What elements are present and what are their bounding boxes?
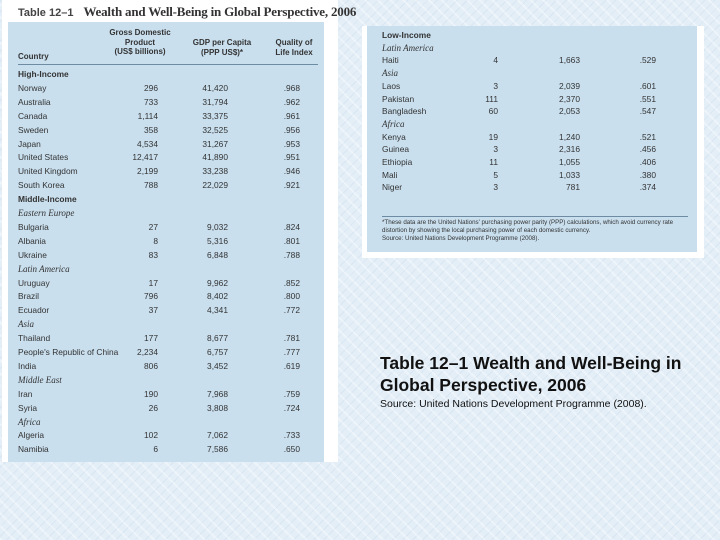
quality-of-life-cell: .759 [283, 388, 300, 399]
quality-of-life-cell: .521 [639, 131, 656, 142]
quality-of-life-cell: .961 [283, 110, 300, 121]
gdp-cell: 11 [489, 157, 498, 167]
country-cell: Africa [18, 416, 41, 427]
quality-of-life-cell: .801 [283, 235, 300, 246]
country-cell: Eastern Europe [18, 208, 75, 218]
gdp-per-capita-cell: 33,375 [202, 110, 228, 121]
region-heading [18, 207, 318, 220]
quality-of-life-cell: .551 [639, 93, 656, 104]
table-image-left [2, 0, 357, 462]
country-cell: India [18, 360, 37, 371]
quality-of-life-cell: .788 [283, 249, 300, 260]
quality-of-life-cell: .724 [283, 402, 300, 413]
gdp-per-capita-cell: 3,808 [207, 402, 228, 413]
table-row [18, 402, 318, 415]
gdp-per-capita-cell: 6,757 [207, 347, 228, 357]
gdp-cell: 358 [144, 124, 158, 135]
country-cell: Australia [18, 96, 51, 107]
gdp-cell: 37 [148, 305, 158, 316]
country-cell: Canada [18, 110, 48, 121]
gdp-per-capita-cell: 6,848 [207, 249, 228, 260]
country-cell: Iran [18, 388, 33, 399]
section-heading [18, 193, 318, 206]
country-cell: South Korea [18, 180, 65, 191]
quality-of-life-cell: .956 [283, 124, 300, 135]
country-cell: Middle East [18, 374, 62, 385]
table-row [18, 110, 318, 123]
country-cell: Low-Income [382, 30, 431, 40]
country-cell: High-Income [18, 69, 69, 79]
region-heading [18, 374, 318, 387]
table-row [18, 165, 318, 178]
country-cell: Guinea [382, 144, 410, 155]
gdp-cell: 102 [144, 430, 158, 441]
country-cell: Latin America [18, 263, 70, 274]
gdp-cell: 3 [493, 182, 498, 193]
table-row [382, 80, 692, 93]
country-cell: Kenya [382, 131, 406, 142]
table-row [382, 131, 692, 144]
table-row [18, 124, 318, 137]
gdp-cell: 177 [144, 333, 158, 344]
footnote-rule [382, 216, 688, 217]
gdp-cell: 1,114 [137, 110, 158, 121]
quality-of-life-cell: .650 [283, 444, 300, 455]
country-cell: Asia [382, 68, 399, 79]
gdp-per-capita-cell: 2,053 [559, 106, 580, 117]
region-heading [382, 118, 692, 131]
header-country: Country [18, 52, 49, 61]
quality-of-life-cell: .374 [639, 182, 656, 193]
quality-of-life-cell: .953 [283, 138, 300, 149]
caption-title: Table 12–1 Wealth and Well-Being in Global Perspective, 2006 [380, 353, 682, 395]
quality-of-life-cell: .601 [639, 80, 656, 91]
gdp-per-capita-cell: 3,452 [207, 360, 228, 371]
table-row [18, 290, 318, 303]
region-heading [18, 318, 318, 331]
country-cell: Norway [18, 82, 47, 93]
country-cell: Namibia [18, 444, 49, 455]
gdp-per-capita-cell: 2,316 [559, 144, 580, 155]
quality-of-life-cell: .529 [639, 55, 656, 66]
gdp-per-capita-cell: 9,032 [207, 221, 228, 232]
country-cell: United States [18, 152, 69, 163]
country-cell: Africa [382, 118, 405, 129]
gdp-per-capita-cell: 31,794 [202, 96, 228, 107]
quality-of-life-cell: .800 [283, 291, 300, 302]
country-cell: Japan [18, 138, 41, 149]
country-cell: Laos [382, 80, 401, 91]
country-cell: Mali [382, 169, 398, 180]
country-cell: Albania [18, 235, 46, 246]
table-row [382, 54, 692, 67]
quality-of-life-cell: .777 [283, 347, 300, 357]
gdp-cell: 190 [144, 388, 158, 399]
country-cell: Thailand [18, 333, 51, 344]
table-row [382, 156, 692, 169]
table-row [18, 360, 318, 373]
table-row [18, 138, 318, 151]
gdp-cell: 5 [493, 169, 498, 180]
gdp-per-capita-cell: 7,062 [207, 430, 228, 441]
gdp-cell: 788 [144, 180, 158, 191]
gdp-cell: 4 [493, 55, 498, 66]
gdp-per-capita-cell: 1,663 [559, 55, 580, 66]
country-cell: Bulgaria [18, 221, 49, 232]
header-gdp-per-capita: GDP per Capita (PPP US$)* [192, 38, 252, 57]
gdp-per-capita-cell: 2,039 [559, 80, 580, 91]
table-row [18, 151, 318, 164]
table-row [18, 388, 318, 401]
section-heading [382, 29, 692, 42]
gdp-cell: 2,234 [137, 347, 158, 357]
quality-of-life-cell: .406 [639, 157, 656, 167]
gdp-cell: 6 [153, 444, 158, 455]
country-cell: Syria [18, 402, 38, 413]
quality-of-life-cell: .772 [283, 305, 300, 316]
slide-caption [380, 352, 710, 410]
country-cell: Ethiopia [382, 157, 413, 167]
table-row [382, 93, 692, 106]
table-row [18, 221, 318, 234]
country-cell: Haiti [382, 55, 399, 66]
section-heading [18, 68, 318, 81]
table-row [18, 96, 318, 109]
gdp-per-capita-cell: 8,402 [207, 291, 228, 302]
table-row [18, 304, 318, 317]
country-cell: Middle-Income [18, 194, 77, 205]
gdp-per-capita-cell: 41,890 [202, 152, 228, 163]
gdp-cell: 17 [148, 277, 158, 288]
region-heading [382, 42, 692, 55]
country-cell: Ecuador [18, 305, 50, 316]
header-gdp: Gross Domestic Product (US$ billions) [109, 28, 171, 56]
gdp-cell: 4,534 [137, 138, 158, 149]
quality-of-life-cell: .456 [639, 144, 656, 155]
gdp-cell: 60 [488, 106, 498, 117]
gdp-per-capita-cell: 1,240 [559, 131, 580, 142]
caption-source: Source: United Nations Development Programme (2008). [380, 398, 647, 410]
gdp-cell: 8 [153, 235, 158, 246]
region-heading [18, 263, 318, 276]
country-cell: Algeria [18, 430, 45, 441]
gdp-cell: 796 [144, 291, 158, 302]
region-heading [382, 67, 692, 80]
table-number: Table 12–1 [18, 7, 74, 19]
quality-of-life-cell: .619 [283, 360, 300, 371]
country-cell: Uruguay [18, 277, 50, 288]
quality-of-life-cell: .733 [283, 430, 300, 441]
gdp-cell: 26 [148, 402, 158, 413]
table-row [18, 82, 318, 95]
gdp-cell: 111 [485, 93, 498, 104]
table-row [382, 105, 692, 118]
quality-of-life-cell: .547 [639, 106, 656, 117]
country-cell: Niger [382, 182, 403, 193]
gdp-cell: 2,199 [137, 166, 158, 177]
table-row [18, 277, 318, 290]
gdp-per-capita-cell: 1,055 [559, 157, 580, 167]
quality-of-life-cell: .824 [283, 221, 300, 232]
gdp-per-capita-cell: 41,420 [202, 82, 228, 93]
quality-of-life-cell: .921 [283, 180, 300, 191]
gdp-cell: 806 [144, 360, 158, 371]
table-image-right [362, 26, 704, 258]
gdp-cell: 83 [148, 249, 158, 260]
gdp-cell: 3 [493, 80, 498, 91]
gdp-per-capita-cell: 22,029 [202, 180, 228, 191]
gdp-cell: 733 [144, 96, 158, 107]
country-cell: Latin America [382, 42, 434, 53]
table-row [382, 143, 692, 156]
country-cell: Sweden [18, 124, 49, 135]
quality-of-life-cell: .946 [283, 166, 300, 177]
country-cell: People's Republic of China [18, 347, 119, 357]
quality-of-life-cell: .380 [639, 169, 656, 180]
gdp-per-capita-cell: 8,677 [207, 333, 228, 344]
country-cell: United Kingdom [18, 166, 78, 177]
gdp-cell: 3 [493, 144, 498, 155]
country-cell: Brazil [18, 291, 39, 302]
table-row [18, 429, 318, 442]
table-row [18, 346, 318, 359]
table-row [18, 249, 318, 262]
gdp-per-capita-cell: 2,370 [559, 93, 580, 104]
table-row [382, 181, 692, 194]
country-cell: Asia [18, 319, 35, 330]
quality-of-life-cell: .852 [283, 277, 300, 288]
gdp-per-capita-cell: 9,962 [207, 277, 228, 288]
region-heading [18, 416, 318, 429]
table-row [18, 235, 318, 248]
gdp-per-capita-cell: 7,968 [207, 388, 228, 399]
gdp-per-capita-cell: 33,238 [202, 166, 228, 177]
gdp-per-capita-cell: 5,316 [207, 235, 228, 246]
quality-of-life-cell: .781 [283, 333, 300, 344]
gdp-per-capita-cell: 32,525 [202, 124, 228, 135]
quality-of-life-cell: .951 [283, 152, 300, 163]
gdp-per-capita-cell: 7,586 [207, 444, 228, 455]
gdp-per-capita-cell: 781 [566, 182, 580, 193]
table-title [18, 4, 356, 20]
gdp-per-capita-cell: 31,267 [202, 138, 228, 149]
gdp-cell: 19 [488, 131, 498, 142]
header-rule [18, 64, 318, 65]
quality-of-life-cell: .962 [283, 96, 300, 107]
quality-of-life-cell: .968 [283, 82, 300, 93]
gdp-per-capita-cell: 4,341 [207, 305, 228, 316]
gdp-cell: 296 [144, 82, 158, 93]
country-cell: Bangladesh [382, 106, 427, 117]
table-row [18, 179, 318, 192]
gdp-cell: 12,417 [132, 152, 158, 163]
header-quality-of-life: Quality of Life Index [275, 38, 313, 57]
gdp-per-capita-cell: 1,033 [559, 169, 580, 180]
table-title-text: Wealth and Well-Being in Global Perspective, 2006 [83, 4, 357, 19]
country-cell: Pakistan [382, 93, 415, 104]
table-footnote: *These data are the United Nations' purchasing power parity (PPP) calculations, which avoid currency rate distortion by showing the local purchasing power of each domestic currency. Source: United Nations Development Programme (2008). [382, 219, 674, 242]
gdp-cell: 27 [148, 221, 158, 232]
table-row [382, 169, 692, 182]
country-cell: Ukraine [18, 249, 47, 260]
table-row [18, 443, 318, 456]
table-row [18, 332, 318, 345]
